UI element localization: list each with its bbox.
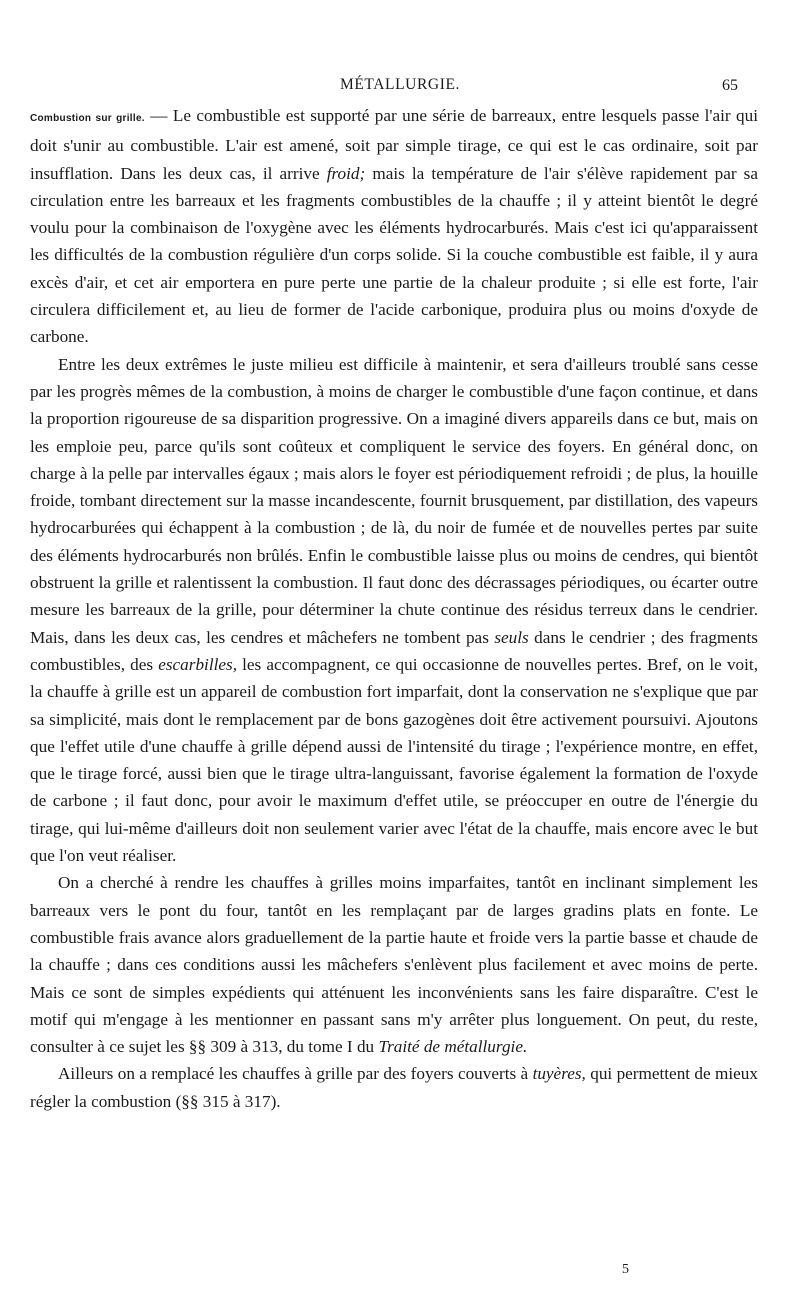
side-heading: Combustion sur grille. (30, 113, 145, 124)
signature-mark: 5 (622, 1262, 629, 1277)
paragraph (30, 351, 758, 870)
page-header (0, 76, 800, 100)
page-number: 65 (722, 77, 738, 94)
text-run: dans le cendrier ; des fragments combustibles, des (30, 627, 758, 674)
text-run: Ailleurs on a remplacé les chauffes à grille par des foyers couverts à (58, 1064, 533, 1084)
text-run: Entre les deux extrêmes le juste milieu est difficile à maintenir, et sera d'ailleurs troublé sans cesse par les progrès mêmes de la combustion, à moins de charger le combustible d'une façon continue, et dans la proportion rigoureuse de sa disparition progressive. On a imaginé divers appareils dans ce but, mais on les emploie peu, parce qu'ils sont coûteux et compliquent le service des foyers. En général donc, on charge à la pelle par intervalles égaux ; mais alors le foyer est périodiquement refroidi ; de plus, la houille froide, tombant directement sur la masse incandescente, fournit brusquement, par distillation, des vapeurs hydrocarburées qui échappent à la combustion ; de là, du noir de fumée et de nouvelles pertes par suite des éléments hydrocarburés non brûlés. Enfin le combustible laisse plus ou moins de cendres, qui bientôt obstruent la grille et ralentissent la combustion. Il faut donc des décrassages périodiques, ou écarter outre mesure les barreaux de la grille, pour déterminer la chute continue des résidus terreux dans le cendrier. Mais, dans les deux cas, les cendres et mâchefers ne tombent pas (30, 354, 758, 647)
page-body (30, 102, 758, 1115)
paragraph (30, 1060, 758, 1115)
text-run: les accompagnent, ce qui occasionne de nouvelles pertes. Bref, on le voit, la chauffe à grille est un appareil de combustion fort imparfait, dont la conservation ne s'explique que par sa simplicité, mais dont le remplacement par de bons gazogènes doit être activement poursuivi. Ajoutons que l'effet utile d'une chauffe à grille dépend aussi de l'intensité du tirage ; l'expérience montre, en effet, que le tirage forcé, aussi bien que le tirage ultra-languissant, favorise également la formation de l'oxyde de carbone ; il faut donc, pour avoir le maximum d'effet utile, se préoccuper en outre de l'énergie du tirage, qui lui-même d'ailleurs doit non seulement varier avec l'état de la chauffe, mais encore avec le but que l'on veut réaliser. (30, 654, 758, 866)
text-run: qui permettent de mieux régler la combustion (§§ 315 à 317). (30, 1064, 758, 1111)
text-run: On a cherché à rendre les chauffes à grilles moins imparfaites, tantôt en inclinant simplement les barreaux vers le pont du four, tantôt en les remplaçant par de larges gradins plats en fonte. Le combustible frais avance alors graduellement de la partie haute et froide vers la partie basse et chaude de la chauffe ; dans ces conditions aussi les mâchefers s'enlèvent plus facilement et avec moins de perte. Mais ce sont de simples expédients qui atténuent les inconvénients sans les faire disparaître. C'est le motif qui m'engage à les mentionner en passant sans m'y arrêter plus longuement. On peut, du reste, consulter à ce sujet les §§ 309 à 313, du tome I du (30, 873, 758, 1057)
italic-text-run: tuyères, (532, 1064, 586, 1084)
text-run: — Le combustible est supporté par une série de barreaux, entre lesquels passe l'air qui doit s'unir au combustible. L'air est amené, soit par simple tirage, ce qui est le cas ordinaire, soit par insufflation. Dans les deux cas, il arrive (30, 106, 758, 183)
italic-text-run: froid; (326, 163, 366, 183)
paragraph (30, 102, 758, 351)
italic-text-run: seuls (494, 627, 529, 647)
italic-text-run: Traité de métallurgie. (378, 1037, 528, 1057)
text-run: mais la température de l'air s'élève rapidement par sa circulation entre les barreaux et les fragments combustibles de la chauffe ; il y atteint bientôt le degré voulu pour la combinaison de l'oxygène avec les éléments hydrocarburés. Mais c'est ici qu'apparaissent les difficultés de la combustion régulière d'un corps solide. Si la couche combustible est faible, il y aura excès d'air, et cet air emportera en pure perte une partie de la chaleur produite ; si elle est forte, l'air circulera difficilement et, au lieu de former de l'acide carbonique, produira plus ou moins d'oxyde de carbone. (30, 163, 758, 347)
paragraph (30, 869, 758, 1060)
running-head: MÉTALLURGIE. (339, 76, 461, 93)
italic-text-run: escarbilles, (158, 654, 237, 674)
